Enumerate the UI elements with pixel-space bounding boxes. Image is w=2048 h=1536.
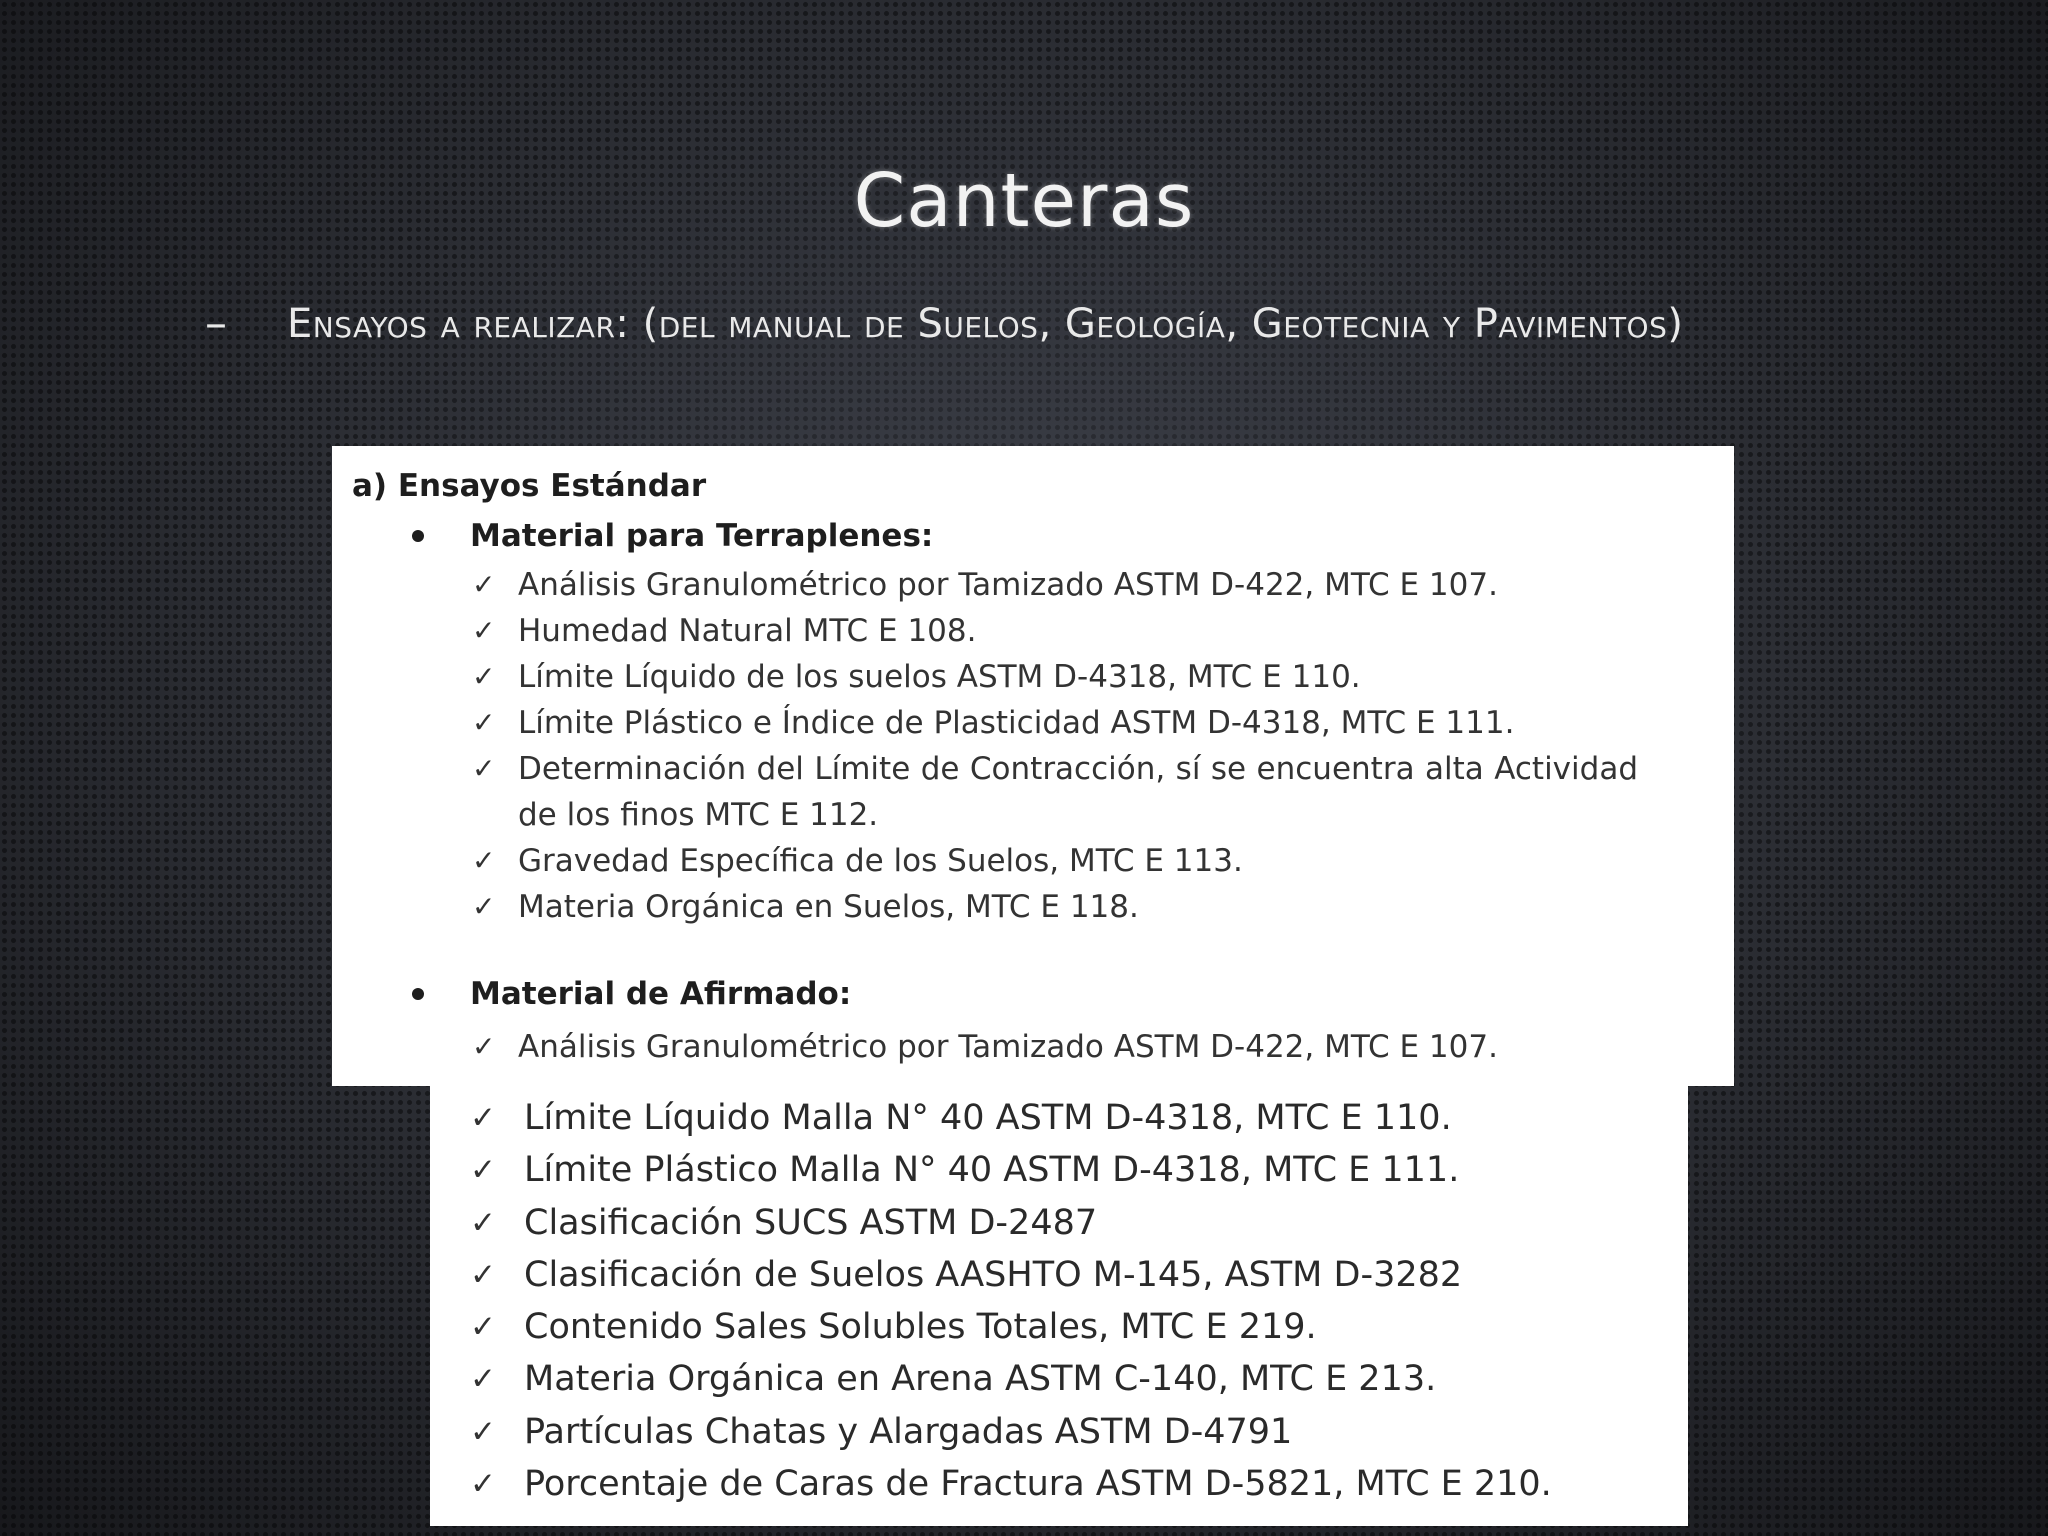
check-list-afirmado-top	[472, 1024, 1498, 1070]
list-item: ✓ Límite Plástico Malla N° 40 ASTM D-4318, MTC E 111.	[470, 1144, 1552, 1196]
check-icon: ✓	[470, 1361, 496, 1398]
document-snippet-bottom	[430, 1086, 1688, 1526]
subtitle-text: Ensayos a realizar: (del manual de Suelos, Geología, Geotecnia y Pavimentos)	[287, 300, 1684, 347]
check-icon: ✓	[472, 844, 496, 877]
list-item: ✓ Análisis Granulométrico por Tamizado ASTM D-422, MTC E 107.	[472, 562, 1638, 608]
list-item: ✓ Materia Orgánica en Arena ASTM C-140, MTC E 213.	[470, 1353, 1552, 1405]
check-icon: ✓	[470, 1413, 496, 1450]
check-icon: ✓	[470, 1466, 496, 1503]
list-item: ✓ Gravedad Específica de los Suelos, MTC E 113.	[472, 838, 1638, 884]
subtitle-dash: –	[205, 298, 227, 349]
check-icon: ✓	[472, 752, 496, 785]
check-icon: ✓	[472, 614, 496, 647]
check-icon: ✓	[470, 1152, 496, 1189]
list-item: ✓ Materia Orgánica en Suelos, MTC E 118.	[472, 884, 1638, 930]
list-item: ✓ Clasificación SUCS ASTM D-2487	[470, 1197, 1552, 1249]
slide-title: Canteras	[853, 158, 1195, 244]
list-item: ✓ Determinación del Límite de Contracción, sí se encuentra alta Actividad de los finos MTC E 112.	[472, 746, 1638, 838]
list-item: ✓ Clasificación de Suelos AASHTO M-145, ASTM D-3282	[470, 1249, 1552, 1301]
list-item: ✓ Partículas Chatas y Alargadas ASTM D-4791	[470, 1406, 1552, 1458]
check-icon: ✓	[472, 1030, 496, 1063]
check-icon: ✓	[472, 660, 496, 693]
list-item: ✓ Análisis Granulométrico por Tamizado ASTM D-422, MTC E 107.	[472, 1024, 1498, 1070]
group-heading-afirmado	[412, 976, 851, 1012]
list-item: ✓ Porcentaje de Caras de Fractura ASTM D-5821, MTC E 210.	[470, 1458, 1552, 1510]
check-icon: ✓	[472, 890, 496, 923]
check-list-terraplenes	[472, 562, 1638, 930]
check-icon: ✓	[472, 568, 496, 601]
section-heading: a) Ensayos Estándar	[352, 468, 707, 504]
group-heading-label: Material para Terraplenes:	[470, 518, 934, 554]
list-item: ✓ Contenido Sales Solubles Totales, MTC E 219.	[470, 1301, 1552, 1353]
check-icon: ✓	[470, 1309, 496, 1346]
check-list-afirmado	[470, 1092, 1552, 1510]
group-heading-terraplenes	[412, 518, 933, 554]
bullet-icon	[412, 988, 424, 1000]
document-snippet-top	[332, 446, 1734, 1086]
list-item: ✓ Límite Líquido Malla N° 40 ASTM D-4318, MTC E 110.	[470, 1092, 1552, 1144]
bullet-icon	[412, 530, 424, 542]
list-item: ✓ Límite Líquido de los suelos ASTM D-4318, MTC E 110.	[472, 654, 1638, 700]
group-heading-label: Material de Afirmado:	[470, 976, 852, 1012]
list-item: ✓ Límite Plástico e Índice de Plasticidad ASTM D-4318, MTC E 111.	[472, 700, 1638, 746]
check-icon: ✓	[470, 1204, 496, 1241]
check-icon: ✓	[472, 706, 496, 739]
check-icon: ✓	[470, 1256, 496, 1293]
subtitle	[205, 298, 1683, 349]
list-item: ✓ Humedad Natural MTC E 108.	[472, 608, 1638, 654]
check-icon: ✓	[470, 1100, 496, 1136]
